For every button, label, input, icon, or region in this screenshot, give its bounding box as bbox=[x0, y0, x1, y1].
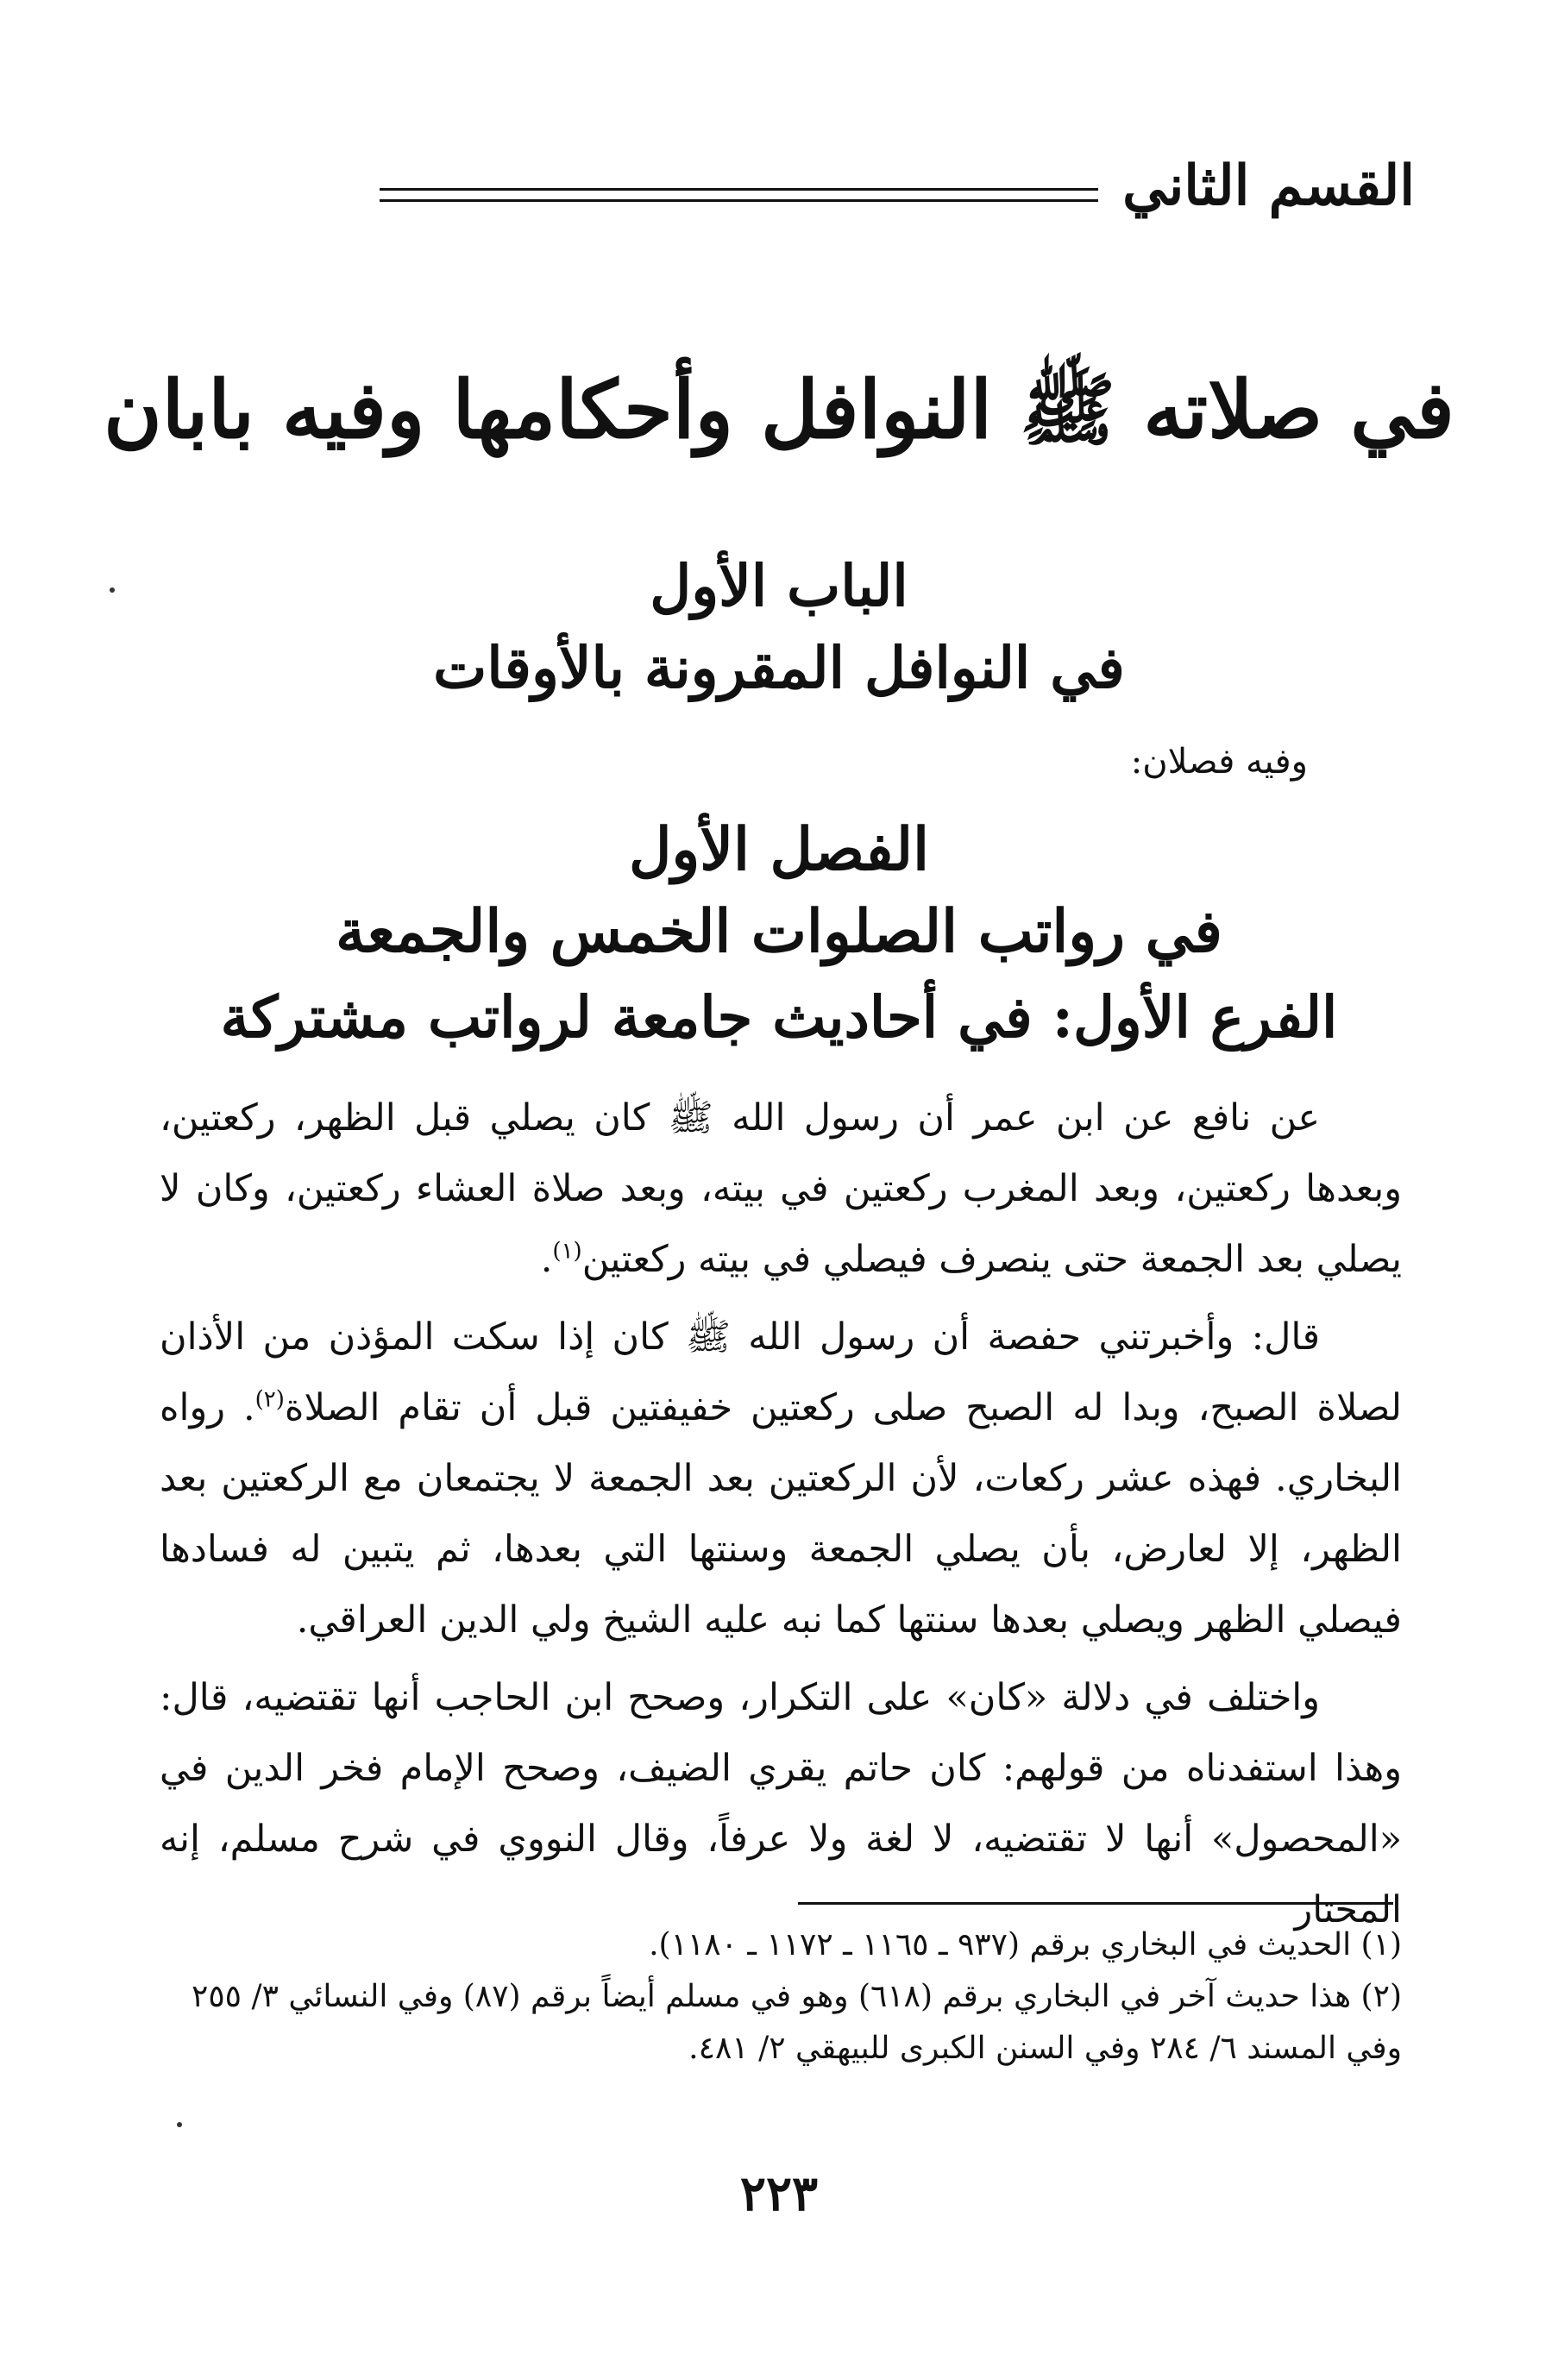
paragraph bbox=[160, 1302, 1402, 1655]
body-text bbox=[160, 1083, 1402, 1952]
paragraph-tail: . bbox=[540, 1238, 553, 1281]
paragraph-tail: . رواه البخاري. فهذه عشر ركعات، لأن الركعتين بعد الجمعة لا يجتمعان مع الركعتين بعد الظهر، إلا لعارض، بأن يصلي الجمعة وسنتها التي بعدها، ثم يتبين له فسادها فيصلي الظهر ويصلي بعدها سنتها كما نبه عليه الشيخ ولي الدين العراقي. bbox=[160, 1386, 1402, 1642]
footnote-ref: (١) bbox=[552, 1238, 582, 1265]
paragraph-text: قال: وأخبرتني حفصة أن رسول الله ﷺ كان إذا سكت المؤذن من الأذان لصلاة الصبح، وبدا له الصبح صلى ركعتين خفيفتين قبل أن تقام الصلاة bbox=[160, 1316, 1402, 1429]
header-double-rule bbox=[380, 188, 1098, 202]
page-number: ٢٢٣ bbox=[739, 2165, 819, 2222]
chapter-subtitle: في النوافل المقرونة بالأوقات bbox=[433, 634, 1125, 701]
paragraph bbox=[160, 1083, 1402, 1295]
paragraph-text: واختلف في دلالة «كان» على التكرار، وصحح ابن الحاجب أنها تقتضيه، قال: وهذا استفدناه من قولهم: كان حاتم يقري الضيف، وصحح الإمام فخر الدين في «المحصول» أنها لا تقتضيه، لا لغة ولا عرفاً، وقال النووي في شرح مسلم، إنه المختار bbox=[160, 1676, 1402, 1931]
footnote: (١) الحديث في البخاري برقم (٩٣٧ ـ ١١٦٥ ـ ١١٧٢ ـ ١١٨٠). bbox=[649, 1927, 1402, 1962]
footnotes bbox=[160, 1919, 1402, 2075]
footnote: (٢) هذا حديث آخر في البخاري برقم (٦١٨) وهو في مسلم أيضاً برقم (٨٧) وفي النسائي ٣/ ٢٥٥ وفي المسند ٦/ ٢٨٤ وفي السنن الكبرى للبيهقي ٢/ ٤٨١. bbox=[192, 1979, 1402, 2066]
paragraph-text: عن نافع عن ابن عمر أن رسول الله ﷺ كان يصلي قبل الظهر، ركعتين، وبعدها ركعتين، وبعد المغرب ركعتين في بيته، وبعد صلاة العشاء ركعتين، وكان لا يصلي بعد الجمعة حتى ينصرف فيصلي في بيته ركعتين bbox=[160, 1096, 1402, 1281]
section-subtitle: في رواتب الصلوات الخمس والجمعة bbox=[336, 897, 1222, 966]
footnote-separator bbox=[798, 1902, 1393, 1905]
intro-line: وفيه فصلان: bbox=[1130, 742, 1308, 782]
chapter-title: الباب الأول bbox=[650, 552, 908, 619]
subsection-title: الفرع الأول: في أحاديث جامعة لرواتب مشتركة bbox=[220, 983, 1338, 1051]
section-title: الفصل الأول bbox=[628, 815, 930, 884]
footnote-ref: (٢) bbox=[254, 1386, 285, 1413]
running-header bbox=[380, 147, 1415, 224]
scan-speck bbox=[110, 587, 115, 593]
part-title: في صلاته ﷺ النوافل وأحكامها وفيه بابان bbox=[104, 363, 1454, 456]
scan-speck bbox=[177, 2122, 182, 2127]
running-header-title: القسم الثاني bbox=[1122, 153, 1415, 218]
